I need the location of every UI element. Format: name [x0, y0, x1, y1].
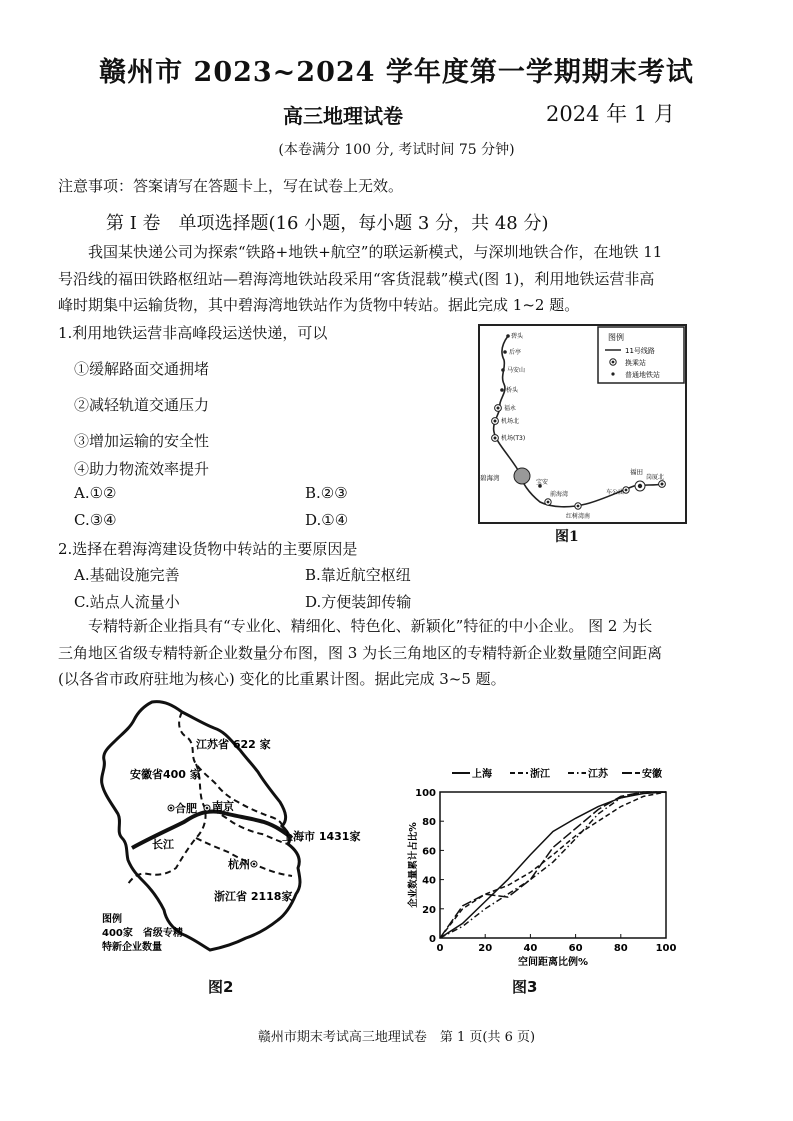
x-tick-label: 0 [436, 943, 444, 954]
y-tick-label: 100 [415, 788, 436, 799]
legend-label: 上海 [472, 769, 492, 780]
passage-2-line: 三角地区省级专精特新企业数量分布图，图 3 为长三角地区的专精特新企业数量随空间距离 [58, 643, 663, 662]
plot-area [440, 792, 666, 938]
station-label: 前海湾 [550, 491, 569, 498]
x-tick-label: 60 [568, 943, 583, 954]
transfer-station [661, 483, 664, 486]
q2-stem: 2.选择在碧海湾建设货物中转站的主要原因是 [58, 540, 358, 558]
passage-2-line: (以各省市政府驻地为核心) 变化的比重累计图。据此完成 3~5 题。 [58, 670, 506, 688]
q1-item: ②减轻轨道交通压力 [74, 396, 210, 414]
station-dot [506, 334, 510, 338]
station-label: 宝安 [536, 479, 549, 486]
q1-option-d: D.①④ [305, 511, 349, 529]
y-tick-label: 20 [422, 904, 436, 916]
bihaiwan-station-marker [514, 468, 530, 484]
hefei-label: 合肥 [175, 802, 197, 815]
station-label: 桥头 [506, 387, 519, 394]
page-footer: 赣州市期末考试高三地理试卷 第 1 页(共 6 页) [257, 1030, 536, 1045]
y-tick-label: 0 [429, 934, 436, 945]
q1-option-c: C.③④ [74, 511, 117, 529]
q2-option-b: B.靠近航空枢纽 [305, 566, 411, 584]
figure-2-map [92, 698, 361, 966]
transfer-station [497, 407, 500, 410]
figure-1-caption: 图1 [555, 529, 579, 545]
x-tick-label: 20 [478, 943, 493, 954]
q1-stem: 1.利用地铁运营非高峰段运送快递，可以 [58, 324, 328, 342]
passage-1-line: 峰时期集中运输货物，其中碧海湾地铁站作为货物中转站。据此完成 1~2 题。 [58, 296, 580, 314]
passage-2-line: 专精特新企业指具有“专业化、精细化、特色化、新颖化”特征的中小企业。 图 2 为长 [88, 617, 653, 635]
q1-option-a: A.①② [74, 484, 117, 502]
q1-item: ③增加运输的安全性 [74, 432, 210, 450]
station-label: 红树湾南 [566, 513, 591, 520]
y-tick-label: 80 [422, 817, 436, 829]
changjiang-label: 长江 [152, 838, 174, 851]
passage-1-line: 号沿线的福田铁路枢纽站—碧海湾地铁站段采用“客货混载”模式(图 1)，利用地铁运营非高 [58, 269, 655, 288]
station-label: 机场北 [501, 418, 520, 425]
legend-normal-symbol [611, 372, 614, 375]
fig2-legend-title: 图例 [102, 914, 122, 925]
figure-3-chart [400, 760, 690, 972]
q1-option-b: B.②③ [305, 484, 348, 502]
x-tick-label: 80 [613, 943, 628, 954]
nanjing-label: 南京 [212, 800, 234, 813]
station-label: 马安山 [507, 367, 526, 374]
station-label: 岗厦北 [646, 474, 665, 481]
exam-title: 赣州市 2023~2024 学年度第一学期期末考试 [99, 57, 694, 88]
transfer-station [577, 505, 580, 508]
q1-item: ①缓解路面交通拥堵 [74, 360, 210, 378]
q2-option-a: A.基础设施完善 [74, 566, 180, 584]
exam-subtitle: 高三地理试卷 [283, 104, 403, 128]
transfer-station [494, 437, 497, 440]
hefei-marker [170, 807, 173, 810]
x-tick-label: 100 [655, 943, 677, 954]
nanjing-marker [206, 807, 209, 810]
q1-item: ④助力物流效率提升 [74, 460, 210, 478]
futian-station [638, 484, 642, 488]
transfer-station [547, 501, 550, 504]
passage-1-line: 我国某快递公司为探索“铁路+地铁+航空”的联运新模式，与深圳地铁合作，在地铁 11 [88, 243, 663, 261]
figure-2-caption: 图2 [208, 978, 234, 996]
q2-option-d: D.方便装卸传输 [305, 593, 412, 611]
zhejiang-label: 浙江省 2118家 [214, 890, 293, 903]
station-label: 后亭 [509, 349, 522, 356]
y-tick-label: 40 [422, 875, 436, 887]
notice: 注意事项：答案请写在答题卡上，写在试卷上无效。 [58, 177, 404, 195]
legend-label: 浙江 [530, 769, 550, 780]
passage-2 [58, 613, 740, 693]
legend-transfer-symbol [612, 361, 615, 364]
fig2-legend-line: 400家 省级专精 [102, 928, 183, 939]
shanghai-label: 上海市 1431家 [282, 830, 361, 843]
legend-title: 图例 [608, 333, 624, 342]
transfer-station [625, 489, 628, 492]
passage-1 [58, 239, 740, 319]
y-axis-label: 企业数量累计占比% [408, 822, 419, 908]
score-note: (本卷满分 100 分, 考试时间 75 分钟) [278, 142, 515, 158]
station-label: 福田 [630, 468, 643, 476]
hangzhou-marker [253, 863, 256, 866]
station-label: 车公庙 [606, 489, 625, 496]
legend-transfer-label: 换乘站 [625, 359, 646, 367]
station-label: 机场(T3) [501, 435, 526, 442]
legend-label: 江苏 [588, 769, 608, 780]
x-tick-label: 40 [523, 943, 538, 954]
station-dot [503, 350, 507, 354]
station-label: 碧头 [511, 333, 524, 340]
hangzhou-label: 杭州 [228, 858, 250, 871]
x-axis-label: 空间距离比例% [517, 957, 589, 968]
station-label: 碧海湾 [480, 474, 500, 482]
figure-3-caption: 图3 [512, 978, 538, 996]
station-dot [500, 388, 504, 392]
legend-normal-label: 普通地铁站 [625, 371, 660, 379]
section-heading: 第 Ⅰ 卷 单项选择题(16 小题，每小题 3 分，共 48 分) [106, 213, 549, 234]
fig2-legend-line: 特新企业数量 [102, 942, 162, 953]
legend-line-label: 11号线路 [625, 347, 655, 355]
y-tick-label: 60 [422, 846, 436, 858]
station-label: 福永 [504, 405, 517, 412]
jiangsu-label: 江苏省 622 家 [196, 738, 271, 751]
station-dot [501, 368, 505, 372]
transfer-station [494, 420, 497, 423]
exam-date: 2024 年 1 月 [546, 102, 675, 126]
q2-option-c: C.站点人流量小 [74, 593, 180, 611]
legend-label: 安徽 [642, 769, 662, 780]
figure-1-map [478, 324, 687, 524]
anhui-label: 安徽省400 家 [130, 768, 201, 781]
